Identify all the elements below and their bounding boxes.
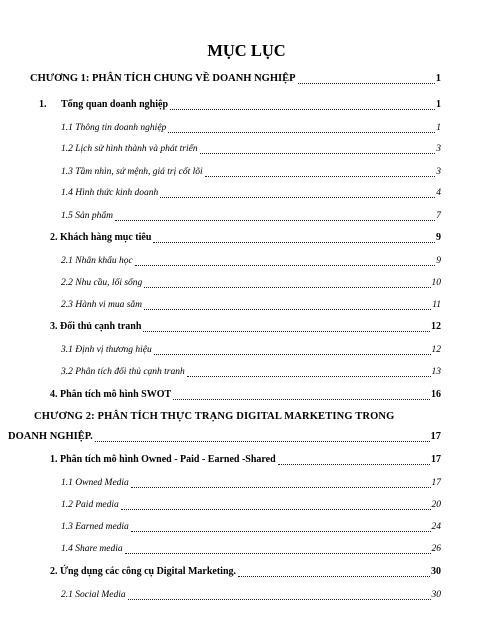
toc-page-number: 24 xyxy=(431,522,441,532)
toc-entry-label: 4. Phân tích mô hình SWOT xyxy=(50,389,172,400)
toc-chapter-2-line1[interactable] xyxy=(34,410,441,424)
toc-subsection[interactable] xyxy=(61,209,441,223)
toc-entry-label: 2. Khách hàng mục tiêu xyxy=(50,232,152,243)
toc-page-number: 1 xyxy=(436,123,441,133)
toc-page-number: 26 xyxy=(431,544,441,554)
toc-entry-label: 3.1 Định vị thương hiệu xyxy=(61,345,152,355)
toc-subsection[interactable] xyxy=(61,365,441,379)
toc-entry-label: 3.2 Phân tích đối thủ cạnh tranh xyxy=(61,367,185,377)
section-number: 1. xyxy=(39,99,47,110)
dot-leader xyxy=(238,568,430,577)
toc-subsection[interactable] xyxy=(61,142,441,156)
toc-page-number: 9 xyxy=(436,232,441,243)
toc-subsection[interactable] xyxy=(61,343,441,357)
toc-page-number: 16 xyxy=(431,389,441,400)
toc-subsection[interactable] xyxy=(61,498,441,512)
toc-page-number: 12 xyxy=(431,321,441,332)
toc-page-number: 10 xyxy=(431,278,441,288)
toc-title: MỤC LỤC xyxy=(207,41,286,60)
dot-leader xyxy=(131,523,431,532)
toc-entry-label: 1.3 Earned media xyxy=(61,522,129,532)
dot-leader xyxy=(144,279,430,288)
toc-page-number: 1 xyxy=(435,73,441,84)
toc-entry-label: CHƯƠNG 1: PHÂN TÍCH CHUNG VỀ DOANH NGHIỆP xyxy=(30,73,296,84)
toc-entry-label: 2.3 Hành vi mua sắm xyxy=(61,300,143,310)
toc-page-number: 9 xyxy=(436,256,441,266)
dot-leader xyxy=(153,234,435,243)
dot-leader xyxy=(278,456,430,465)
toc-subsection[interactable] xyxy=(61,186,441,200)
toc-entry-label: CHƯƠNG 2: PHÂN TÍCH THỰC TRẠNG DIGITAL MARKETING TRONG xyxy=(34,411,395,422)
toc-subsection[interactable] xyxy=(61,276,441,290)
toc-entry-label: 2.2 Nhu cầu, lối sống xyxy=(61,278,143,288)
toc-section-1[interactable] xyxy=(39,98,441,112)
toc-page-number: 7 xyxy=(436,211,441,221)
toc-entry-label: 3. Đối thủ cạnh tranh xyxy=(50,321,142,332)
toc-entry-label: 1.2 Lịch sử hình thành và phát triển xyxy=(61,144,198,154)
toc-page-number: 1 xyxy=(436,99,441,110)
dot-leader xyxy=(128,591,431,600)
toc-page-number: 3 xyxy=(436,144,441,154)
toc-page-number: 3 xyxy=(436,167,441,177)
toc-chapter-2-line2[interactable] xyxy=(8,430,441,444)
toc-subsection[interactable] xyxy=(61,520,441,534)
toc-c2-section-1[interactable] xyxy=(50,453,441,467)
toc-subsection[interactable] xyxy=(61,542,441,556)
toc-c2-section-2[interactable] xyxy=(50,565,441,579)
dot-leader xyxy=(131,479,431,488)
toc-page-number: 4 xyxy=(436,188,441,198)
toc-page-number: 13 xyxy=(431,367,441,377)
dot-leader xyxy=(95,433,430,442)
toc-entry-label: 2. Ứng dụng các công cụ Digital Marketing. xyxy=(50,566,237,577)
toc-chapter-1[interactable] xyxy=(30,72,441,86)
toc-entry-label: 1.1 Owned Media xyxy=(61,478,129,488)
toc-page-number: 12 xyxy=(431,345,441,355)
toc-subsection[interactable] xyxy=(61,121,441,135)
dot-leader xyxy=(168,124,435,133)
toc-subsection[interactable] xyxy=(61,254,441,268)
dot-leader xyxy=(170,101,435,110)
toc-entry-label: DOANH NGHIỆP. xyxy=(8,431,93,442)
dot-leader xyxy=(121,501,431,510)
toc-entry-label: 1.4 Hình thức kinh doanh xyxy=(61,188,159,198)
toc-entry-label: 2.1 Nhân khẩu học xyxy=(61,256,133,266)
dot-leader xyxy=(135,257,435,266)
toc-entry-label xyxy=(39,98,168,112)
toc-subsection[interactable] xyxy=(61,298,441,312)
toc-entry-label: 2.1 Social Media xyxy=(61,590,126,600)
toc-subsection[interactable] xyxy=(61,588,441,602)
toc-section-4[interactable] xyxy=(50,388,441,402)
dot-leader xyxy=(200,145,436,154)
dot-leader xyxy=(187,368,431,377)
toc-entry-label: 1. Phân tích mô hình Owned - Paid - Earned -Shared xyxy=(50,454,276,465)
toc-entry-label: 1.5 Sản phẩm xyxy=(61,211,113,221)
toc-subsection[interactable] xyxy=(61,476,441,490)
dot-leader xyxy=(115,212,435,221)
toc-page-number: 20 xyxy=(431,500,441,510)
dot-leader xyxy=(144,301,431,310)
dot-leader xyxy=(143,323,430,332)
toc-section-2[interactable] xyxy=(50,231,441,245)
toc-page-number: 17 xyxy=(431,478,441,488)
toc-page-number: 11 xyxy=(432,300,441,310)
dot-leader xyxy=(173,391,430,400)
dot-leader xyxy=(154,346,431,355)
toc-entry-label: 1.2 Paid media xyxy=(61,500,119,510)
toc-page-number: 17 xyxy=(430,431,441,442)
toc-subsection[interactable] xyxy=(61,165,441,179)
toc-section-3[interactable] xyxy=(50,320,441,334)
dot-leader xyxy=(160,189,435,198)
toc-entry-label: 1.4 Share media xyxy=(61,544,123,554)
toc-page-number: 17 xyxy=(431,454,441,465)
toc-page-number: 30 xyxy=(431,590,441,600)
toc-entry-label: 1.3 Tầm nhìn, sứ mệnh, giá trị cốt lõi xyxy=(61,167,203,177)
section-title: Tổng quan doanh nghiệp xyxy=(61,99,169,110)
dot-leader xyxy=(298,75,435,84)
toc-entry-label: 1.1 Thông tin doanh nghiệp xyxy=(61,123,167,133)
dot-leader xyxy=(125,545,431,554)
toc-page-number: 30 xyxy=(431,566,441,577)
dot-leader xyxy=(205,168,436,177)
